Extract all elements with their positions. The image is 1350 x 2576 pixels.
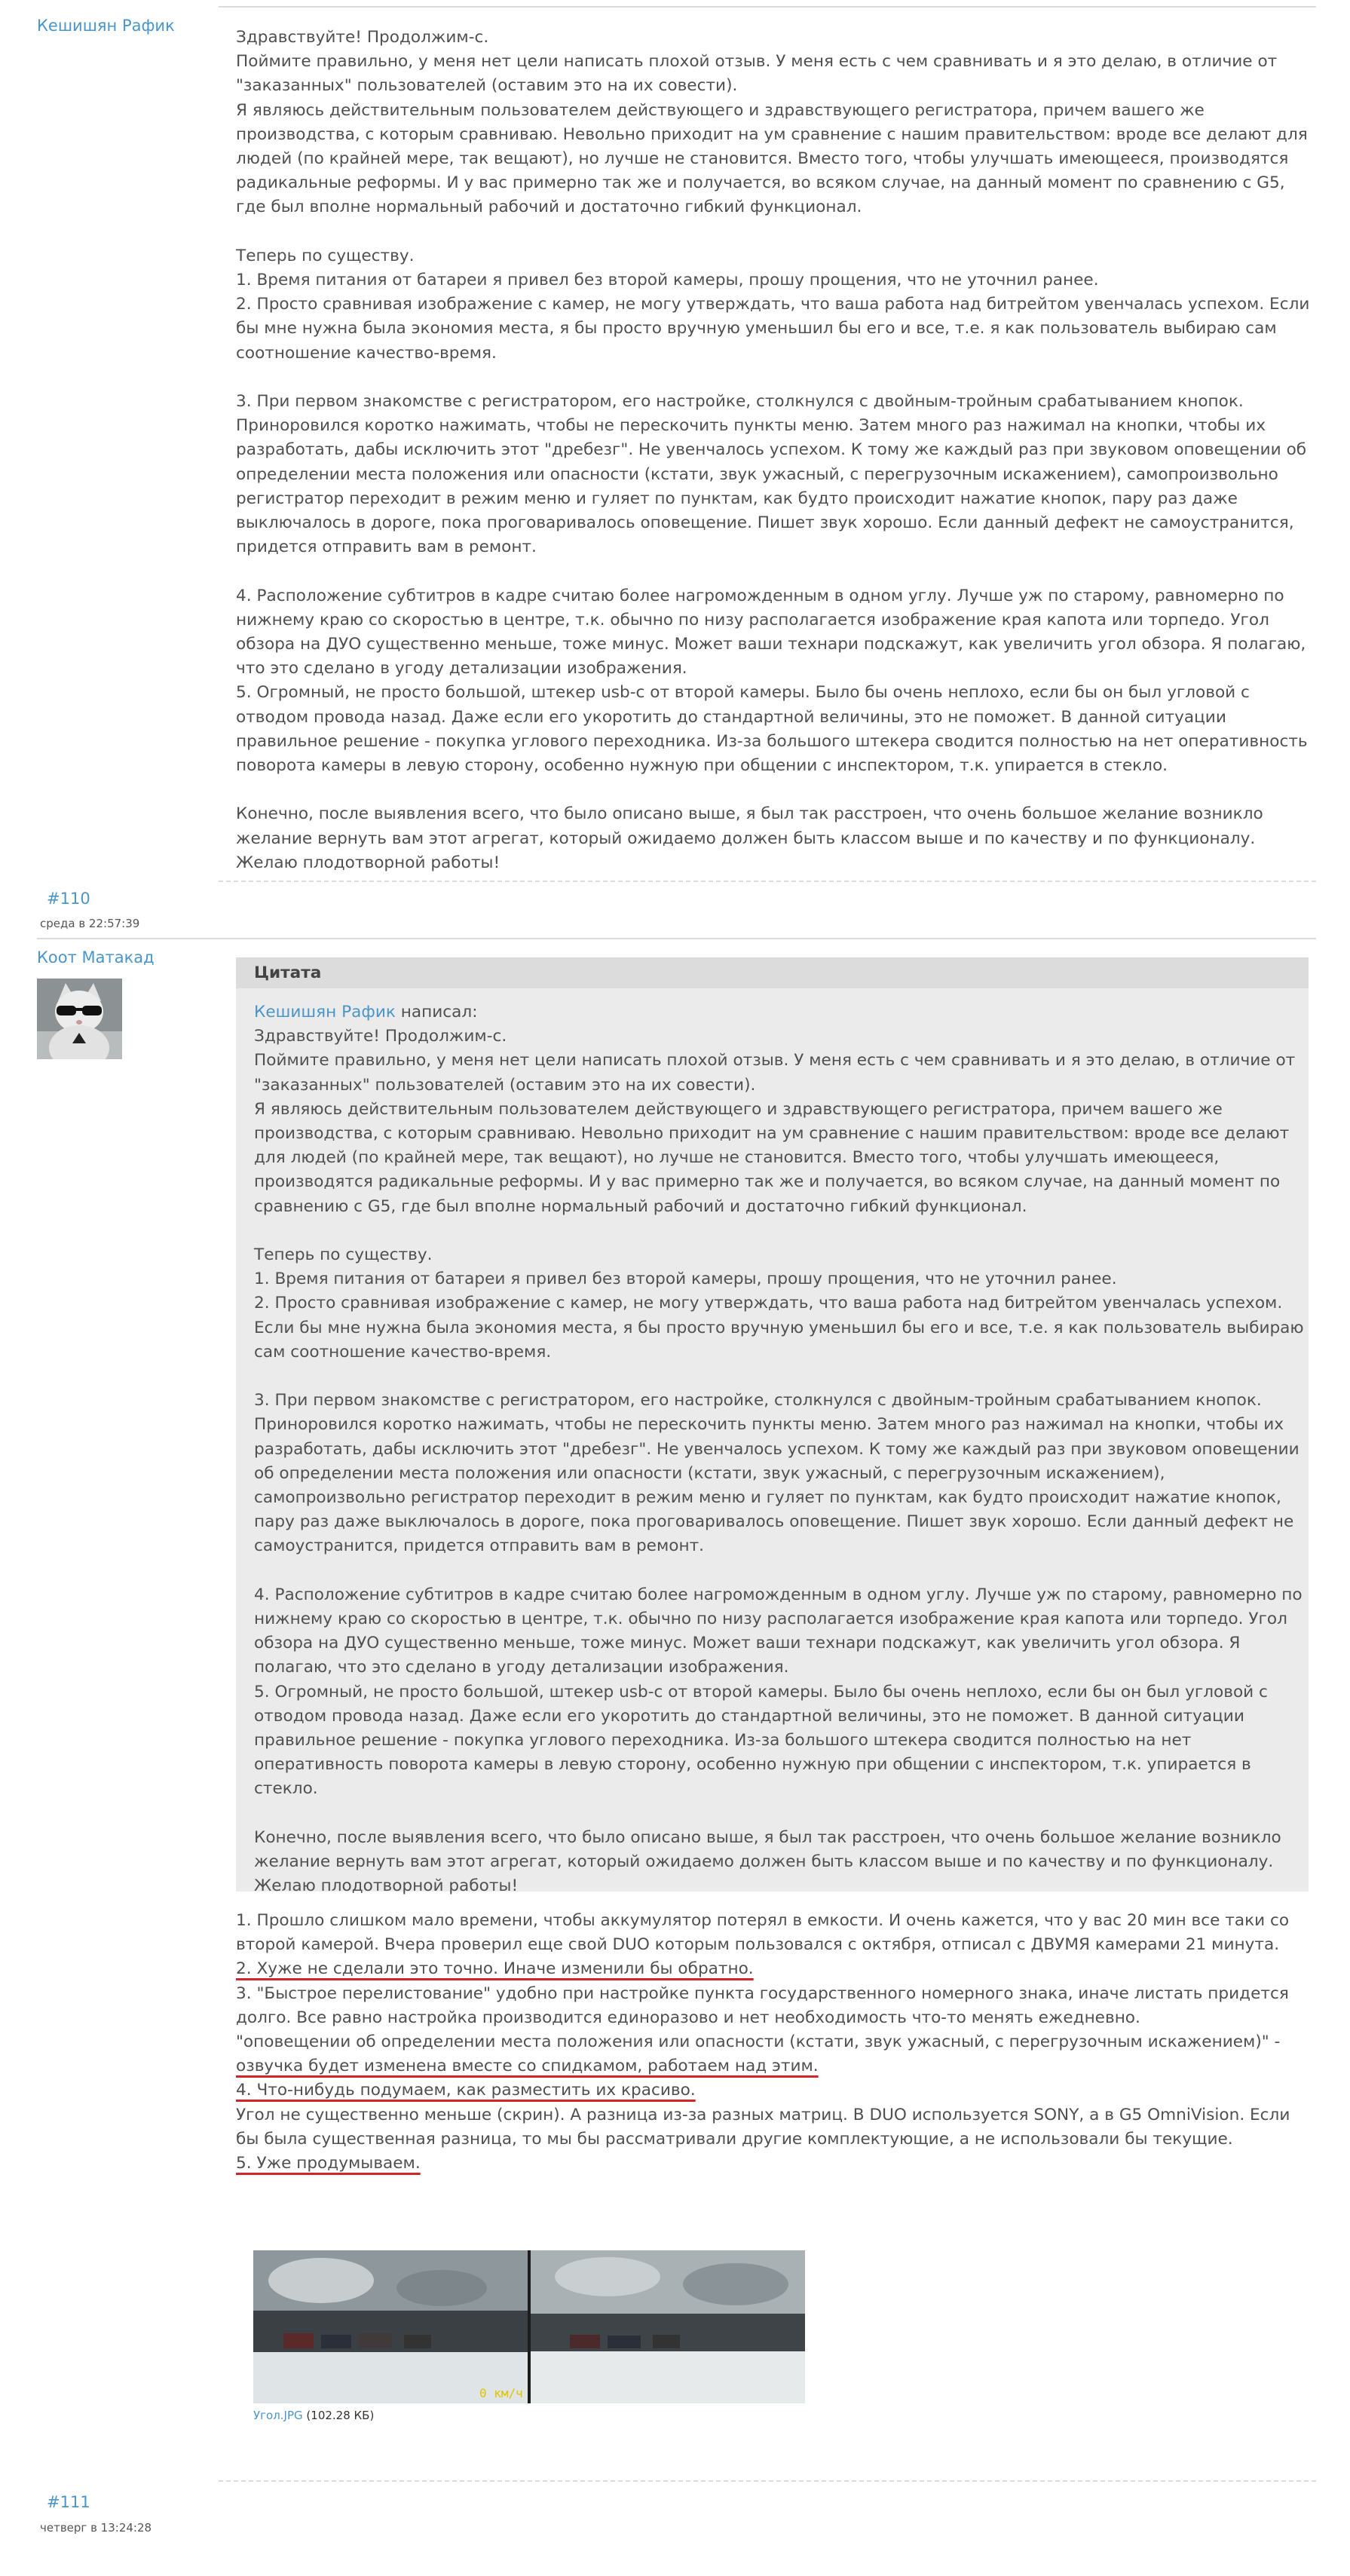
post-author-link[interactable]: Коот Матакад xyxy=(37,948,155,966)
reply-paragraph xyxy=(236,2030,1310,2078)
quote-paragraph: Здравствуйте! Продолжим-с. xyxy=(254,1027,507,1046)
quote-paragraph: 2. Просто сравнивая изображение с камер, не могу утверждать, что ваша работа над битрейтом увенчалась успехом. Если бы мне нужна была экономия места, я бы просто вручную уменьшил бы его и все, т.е. я как пользователь выбираю сам соотношение качество-время. xyxy=(254,1294,1304,1362)
reply-message xyxy=(236,1909,1310,2176)
underlined-text: 2. Хуже не сделали это точно. Иначе изменили бы обратно. xyxy=(236,1959,754,1979)
underlined-text: 5. Уже продумываем. xyxy=(236,2154,421,2173)
quote-paragraph: Я являюсь действительным пользователем действующего и здравствующего регистратора, причем вашего же производства, с которым сравниваю. Невольно приходит на ум сравнение с нашим правительством: вроде все делают для людей (по крайней мере, так вещают), но лучше не становится. Вместо того, чтобы улучшать имеющееся, производятся радикальные реформы. И у вас примерно так же и получается, во всяком случае, на данный момент по сравнению с G5, где был вполне нормальный рабочий и достаточно гибкий функционал. xyxy=(254,1099,1290,1216)
post-footer-divider xyxy=(219,2480,1316,2482)
reply-paragraph xyxy=(236,2152,1310,2176)
attachment-size: (102.28 КБ) xyxy=(302,2409,375,2422)
quote-paragraph: 3. При первом знакомстве с регистратором, его настройке, столкнулся с двойным-тройным срабатыванием кнопок. Приноровился коротко нажимать, чтобы не перескочить пункты меню. Затем много раз нажимал на кнопки, чтобы их разработать, дабы исключить этот "дребезг". Не увенчалось успехом. К тому же каждый раз при звуковом оповещении об определении места положения или опасности (кстати, звук ужасный, с перегрузочным искажением), самопроизвольно регистратор переходит в режим меню и гуляет по пунктам, как будто происходит нажатие кнопок, пару раз даже выключалось в дороге, пока проговаривалось оповещение. Пишет звук хорошо. Если данный дефект не самоустранится, придется отправить вам в ремонт. xyxy=(254,1391,1299,1556)
message-paragraph: 4. Расположение субтитров в кадре считаю более нагроможденным в одном углу. Лучше уж по старому, равномерно по нижнему краю со скоростью в центре, т.к. обычно по низу располагается изображение края капота или торпедо. Угол обзора на ДУО существенно меньше, тоже минус. Может ваши технари подскажут, как увеличить угол обзора. Я полагаю, что это сделано в угоду детализации изображения. xyxy=(236,586,1306,678)
post-timestamp: четверг в 13:24:28 xyxy=(40,2521,152,2535)
message-paragraph: 5. Огромный, не просто большой, штекер usb-c от второй камеры. Было бы очень неплохо, если бы он был угловой с отводом провода назад. Даже если его укоротить до стандартной величины, это не поможет. В данной ситуации правильное решение - покупка углового переходника. Из-за большого штекера сводится полностью на нет оперативность поворота камеры в левую сторону, особенно нужную при общении с инспектором, т.к. упирается в стекло. xyxy=(236,683,1308,776)
quote-paragraph: 4. Расположение субтитров в кадре считаю более нагроможденным в одном углу. Лучше уж по старому, равномерно по нижнему краю со скоростью в центре, т.к. обычно по низу располагается изображение края капота или торпедо. Угол обзора на ДУО существенно меньше, тоже минус. Может ваши технари подскажут, как увеличить угол обзора. Я полагаю, что это сделано в угоду детализации изображения. xyxy=(254,1585,1303,1677)
quote-paragraph: Поймите правильно, у меня нет цели написать плохой отзыв. У меня есть с чем сравнивать и я это делаю, в отличие от "заказанных" пользователей (оставим это на их совести). xyxy=(254,1051,1296,1095)
post-footer-divider xyxy=(219,881,1316,882)
quote-wrote-label: написал: xyxy=(395,1003,478,1022)
quote-paragraph: Конечно, после выявления всего, что было описано выше, я был так расстроен, что очень большое желание возникло желание вернуть вам этот агрегат, который ожидаемо должен быть классом выше и по качеству и по функционалу. Желаю плодотворной работы! xyxy=(254,1827,1281,1896)
avatar[interactable] xyxy=(37,979,122,1059)
post-message xyxy=(236,26,1314,875)
reply-quoted-text: "оповещении об определении места положения или опасности (кстати, звук ужасный, с перегрузочным искажением)" - xyxy=(236,2032,1281,2052)
reply-paragraph xyxy=(236,2078,1310,2103)
post-timestamp: среда в 22:57:39 xyxy=(40,917,140,930)
quote-block xyxy=(236,957,1309,1896)
quote-paragraph: 1. Время питания от батареи я привел без второй камеры, прошу прощения, что не уточнил ранее. xyxy=(254,1270,1117,1289)
quote-header: Цитата xyxy=(236,957,1309,988)
post-divider xyxy=(37,938,1316,939)
attachment-image[interactable] xyxy=(253,2250,805,2403)
attachment-filename-link[interactable]: Угол.JPG xyxy=(253,2409,303,2422)
cat-with-sunglasses-icon xyxy=(37,979,122,1059)
post-number-link[interactable]: #110 xyxy=(47,890,90,908)
post-number-link[interactable]: #111 xyxy=(47,2493,90,2511)
message-paragraph: 2. Просто сравнивая изображение с камер, не могу утверждать, что ваша работа над битрейтом увенчалась успехом. Если бы мне нужна была экономия места, я бы просто вручную уменьшил бы его и все, т.е. я как пользователь выбираю сам соотношение качество-время. xyxy=(236,295,1310,363)
camera-comparison-photo xyxy=(253,2250,805,2403)
underlined-text: озвучка будет изменена вместе со спидкамом, работаем над этим. xyxy=(236,2057,819,2076)
quote-attribution xyxy=(254,1000,1306,1025)
top-divider xyxy=(219,6,1316,8)
message-paragraph: Теперь по существу. xyxy=(236,246,415,265)
quoted-author-link[interactable]: Кешишян Рафик xyxy=(254,1003,396,1022)
reply-paragraph: 3. "Быстрое перелистование" удобно при настройке пункта государственного номерного знака, иначе листать придется долго. Все равно настройка производится единоразово и нет необходимость что-то менять ежедневно. xyxy=(236,1983,1289,2027)
message-paragraph: Здравствуйте! Продолжим-с. xyxy=(236,28,489,47)
quote-paragraph: Теперь по существу. xyxy=(254,1245,433,1265)
reply-paragraph: 1. Прошло слишком мало времени, чтобы аккумулятор потерял в емкости. И очень кажется, что у вас 20 мин все таки со второй камерой. Вчера проверил еще свой DUO которым пользовался с октября, отписал с ДВУМЯ камерами 21 минута. xyxy=(236,1911,1290,1955)
speed-overlay-text: 0 км/ч xyxy=(479,2386,523,2400)
reply-paragraph: Угол не существенно меньше (скрин). А разница из-за разных матриц. В DUO используется SONY, а в G5 OmniVision. Если бы была существенная разница, то мы бы рассматривали другие комплектующие, а не использовали бы текущие. xyxy=(236,2105,1290,2149)
underlined-text: 4. Что-нибудь подумаем, как разместить их красиво. xyxy=(236,2081,696,2100)
message-paragraph: 3. При первом знакомстве с регистратором, его настройке, столкнулся с двойным-тройным срабатыванием кнопок. Приноровился коротко нажимать, чтобы не перескочить пункты меню. Затем много раз нажимал на кнопки, чтобы их разработать, дабы исключить этот "дребезг". Не увенчалось успехом. К тому же каждый раз при звуковом оповещении об определении места положения или опасности (кстати, звук ужасный, с перегрузочным искажением), самопроизвольно регистратор переходит в режим меню и гуляет по пунктам, как будто происходит нажатие кнопок, пару раз даже выключалось в дороге, пока проговаривалось оповещение. Пишет звук хорошо. Если данный дефект не самоустранится, придется отправить вам в ремонт. xyxy=(236,392,1307,557)
message-paragraph: Конечно, после выявления всего, что было описано выше, я был так расстроен, что очень большое желание возникло желание вернуть вам этот агрегат, который ожидаемо должен быть классом выше и по качеству и по функционалу. Желаю плодотворной работы! xyxy=(236,804,1263,872)
post-author-link[interactable]: Кешишян Рафик xyxy=(37,17,175,35)
quote-paragraph: 5. Огромный, не просто большой, штекер usb-c от второй камеры. Было бы очень неплохо, если бы он был угловой с отводом провода назад. Даже если его укоротить до стандартной величины, это не поможет. В данной ситуации правильное решение - покупка углового переходника. Из-за большого штекера сводится полностью на нет оперативность поворота камеры в левую сторону, особенно нужную при общении с инспектором, т.к. упирается в стекло. xyxy=(254,1682,1268,1799)
reply-paragraph xyxy=(236,1957,1310,1981)
message-paragraph: 1. Время питания от батареи я привел без второй камеры, прошу прощения, что не уточнил ранее. xyxy=(236,271,1099,290)
quote-body xyxy=(254,1000,1306,1898)
attachment-caption xyxy=(253,2409,374,2422)
message-paragraph: Поймите правильно, у меня нет цели написать плохой отзыв. У меня есть с чем сравнивать и я это делаю, в отличие от "заказанных" пользователей (оставим это на их совести). xyxy=(236,52,1278,96)
message-paragraph: Я являюсь действительным пользователем действующего и здравствующего регистратора, причем вашего же производства, с которым сравниваю. Невольно приходит на ум сравнение с нашим правительством: вроде все делают для людей (по крайней мере, так вещают), но лучше не становится. Вместо того, чтобы улучшать имеющееся, производятся радикальные реформы. И у вас примерно так же и получается, во всяком случае, на данный момент по сравнению с G5, где был вполне нормальный рабочий и достаточно гибкий функционал. xyxy=(236,100,1308,217)
